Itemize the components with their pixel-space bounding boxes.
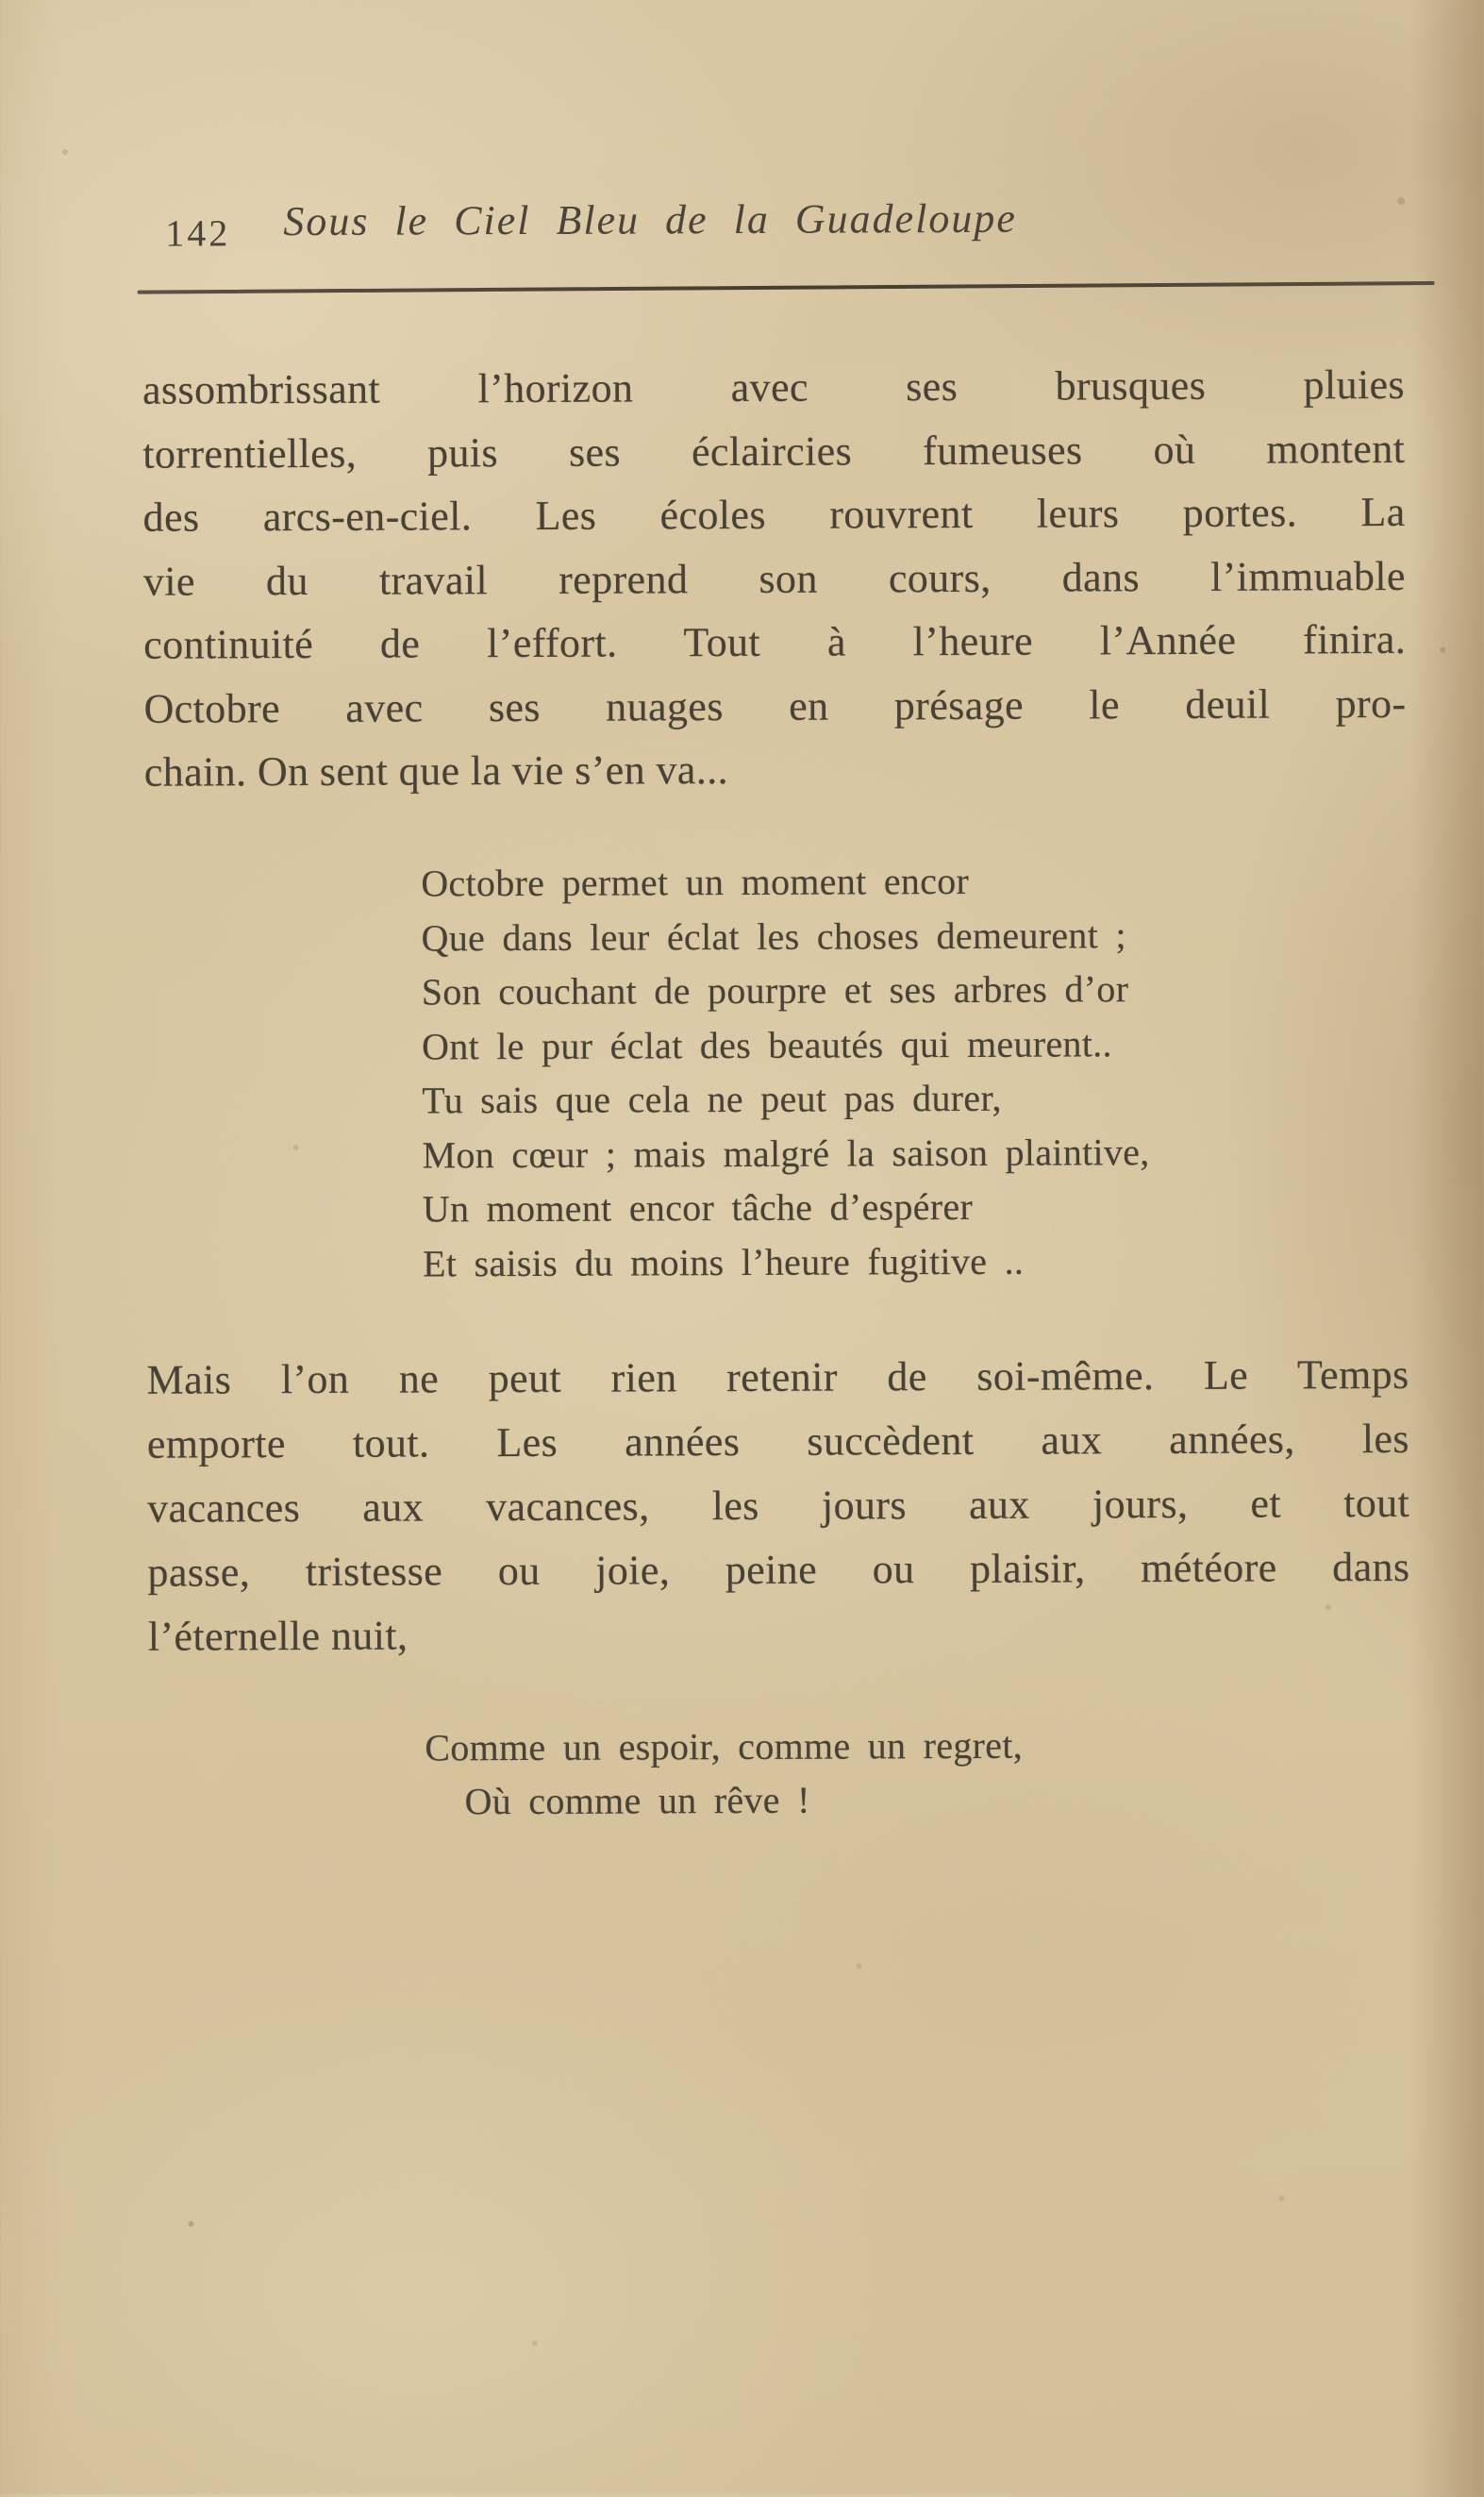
text-line: continuité de l’effort. Tout à l’heure l’Année finira. [143, 615, 1407, 668]
poem-line: Tu sais que cela ne peut pas durer, [422, 1076, 1002, 1122]
poem-closing-block [425, 1718, 1023, 1829]
poem-line: Et saisis du moins l’heure fugitive .. [422, 1239, 1025, 1284]
poem-line: Où comme un rêve ! [464, 1778, 810, 1823]
page-number: 142 [165, 211, 231, 255]
text-line: l’éternelle nuit, [147, 1612, 409, 1660]
text-line: passe, tristesse ou joie, peine ou plaisir, météore dans [147, 1543, 1410, 1596]
poem-octobre-block [421, 853, 1150, 1290]
text-line: vie du travail reprend son cours, dans l’immuable [142, 552, 1407, 605]
header-rule [138, 281, 1435, 294]
text-line: torrentielles, puis ses éclaircies fumeuses où montent [142, 425, 1406, 478]
poem-line: Ont le pur éclat des beautés qui meurent.. [421, 1021, 1112, 1067]
closing-paragraph [146, 1343, 1409, 1669]
text-line: des arcs-en-ciel. Les écoles rouvrent leurs portes. La [142, 488, 1406, 541]
text-line: Octobre avec ses nuages en présage le deuil pro- [143, 679, 1407, 732]
poem-line: Un moment encor tâche d’espérer [422, 1184, 974, 1231]
text-line: Mais l’on ne peut rien retenir de soi-même. Le Temps [146, 1350, 1409, 1403]
poem-line: Son couchant de pourpre et ses arbres d’or [421, 967, 1129, 1014]
text-line: assombrissant l’horizon avec ses brusques pluies [142, 360, 1406, 413]
poem-line: Comme un espoir, comme un regret, [425, 1723, 1024, 1769]
running-header-title: Sous le Ciel Bleu de la Guadeloupe [283, 194, 1018, 245]
text-line: emporte tout. Les années succèdent aux années, les [146, 1415, 1409, 1467]
poem-line: Mon cœur ; mais malgré la saison plaintive, [422, 1130, 1150, 1176]
opening-paragraph [142, 353, 1407, 804]
text-line: chain. On sent que la vie s’en va... [143, 746, 729, 796]
poem-line: Que dans leur éclat les choses demeurent ; [421, 913, 1126, 959]
poem-line: Octobre permet un moment encor [421, 859, 970, 905]
text-line: vacances aux vacances, les jours aux jours, et tout [147, 1479, 1410, 1532]
